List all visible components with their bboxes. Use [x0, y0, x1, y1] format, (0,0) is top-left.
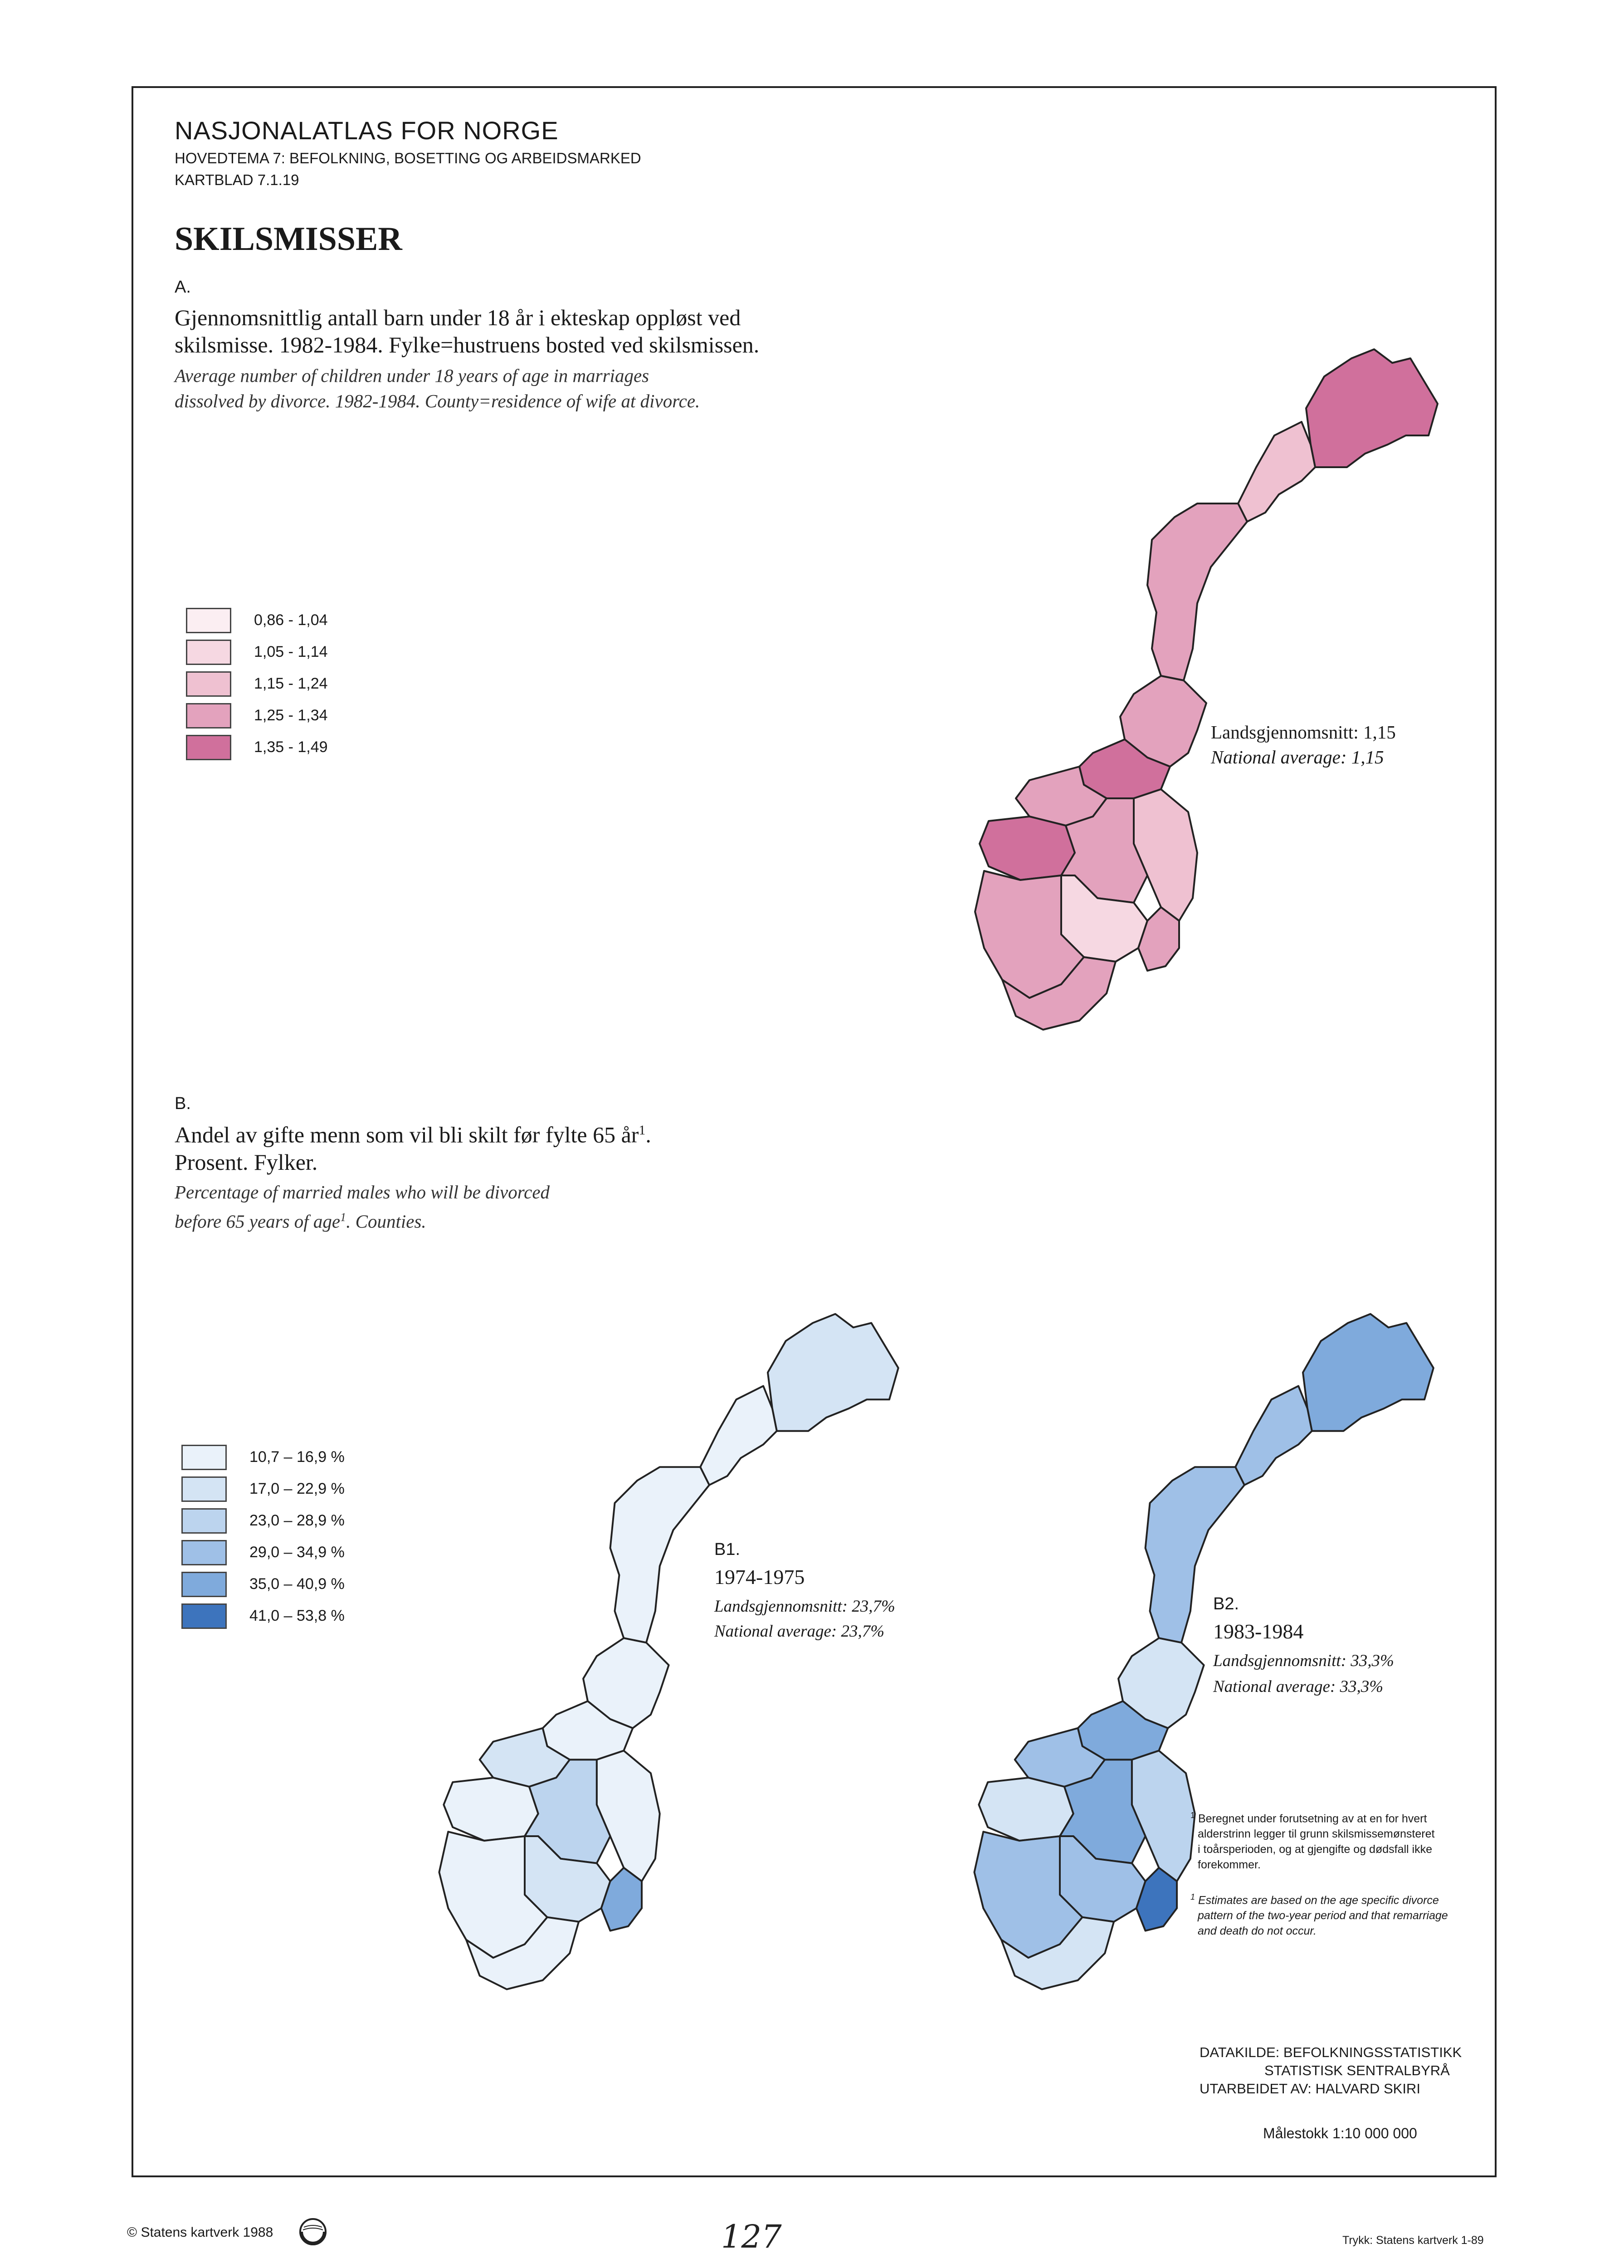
legend-a-swatch	[186, 640, 231, 665]
map-b1-average-no: Landsgjennomsnitt: 23,7%	[714, 1597, 895, 1616]
map-b2-label: B2.	[1213, 1594, 1239, 1613]
map-b2-county-sogn-fjordane	[979, 1778, 1073, 1841]
legend-a-label: 0,86 - 1,04	[254, 611, 328, 629]
legend-b-label: 23,0 – 28,9 %	[249, 1512, 345, 1529]
page-number: 127	[721, 2218, 782, 2255]
map-b2-period: 1983-1984	[1213, 1620, 1304, 1643]
section-b-description-en	[175, 1179, 550, 1234]
footnote-no	[1190, 1808, 1434, 1872]
section-b-description-no-end: .	[645, 1122, 651, 1148]
map-b2-average-no: Landsgjennomsnitt: 33,3%	[1213, 1652, 1394, 1670]
theme-line: HOVEDTEMA 7: BEFOLKNING, BOSETTING OG ARBEIDSMARKED	[175, 150, 641, 166]
page-title: SKILSMISSER	[175, 220, 402, 258]
legend-b-label: 35,0 – 40,9 %	[249, 1575, 345, 1593]
section-b-description-en-text: before 65 years of age	[175, 1211, 341, 1232]
legend-b-label: 17,0 – 22,9 %	[249, 1480, 345, 1497]
legend-a-swatch	[186, 671, 231, 697]
legend-b-label: 41,0 – 53,8 %	[249, 1607, 345, 1624]
section-a-letter: A.	[175, 278, 191, 297]
map-b1-period: 1974-1975	[714, 1565, 805, 1589]
copyright: © Statens kartverk 1988	[127, 2225, 273, 2240]
map-b2-county-hedmark	[1132, 1750, 1195, 1881]
norway-map-b1	[345, 1293, 948, 2146]
footnote-no-line: alderstrinn legger til grunn skilsmissemønsteret	[1198, 1828, 1435, 1841]
map-a-county-finnmark	[1306, 349, 1438, 467]
section-a-description-en-line: Average number of children under 18 years of age in marriages	[175, 365, 649, 386]
legend-b-swatch	[181, 1603, 227, 1629]
legend-b-swatch	[181, 1508, 227, 1534]
legend-a-label: 1,15 - 1,24	[254, 675, 328, 692]
author-credit: UTARBEIDET AV: HALVARD SKIRI	[1200, 2081, 1420, 2097]
section-b-description-en-end: . Counties.	[346, 1211, 426, 1232]
section-b-letter: B.	[175, 1094, 191, 1113]
section-a-description-no-line: Gjennomsnittlig antall barn under 18 år i ekteskap oppløst ved	[175, 305, 741, 330]
map-b1-county-finnmark	[768, 1314, 898, 1431]
map-b1-label: B1.	[714, 1540, 741, 1559]
map-b1-county-troms	[700, 1386, 777, 1485]
legend-a-label: 1,05 - 1,14	[254, 643, 328, 660]
footnote-marker: 1	[1190, 1811, 1195, 1820]
statens-kartverk-logo-icon	[295, 2214, 331, 2250]
section-b-description-en-line	[175, 1205, 550, 1234]
legend-b-swatch	[181, 1476, 227, 1502]
section-b-description-no-line	[175, 1117, 651, 1149]
map-a-county-sogn-fjordane	[980, 816, 1075, 880]
norway-map-a	[880, 331, 1487, 1184]
footnote-marker: 1	[340, 1211, 346, 1224]
legend-b-label: 29,0 – 34,9 %	[249, 1544, 345, 1561]
legend-a-label: 1,35 - 1,49	[254, 738, 328, 756]
footnote-no-line	[1190, 1808, 1434, 1826]
map-a-county-nordland	[1147, 503, 1247, 680]
map-b2-county-troms	[1235, 1386, 1312, 1485]
legend-b-swatch	[181, 1540, 227, 1565]
map-b2-county-finnmark	[1303, 1314, 1434, 1431]
atlas-title: NASJONALATLAS FOR NORGE	[175, 116, 559, 145]
section-a-description-en	[175, 363, 700, 414]
section-a-average-no: Landsgjennomsnitt: 1,15	[1211, 722, 1396, 743]
legend-a-swatch	[186, 735, 231, 760]
footnote-en-line: and death do not occur.	[1198, 1925, 1317, 1938]
footnote-no-text: Beregnet under forutsetning av at en for hvert	[1198, 1812, 1427, 1825]
section-a-description-no-line: skilsmisse. 1982-1984. Fylke=hustruens bosted ved skilsmissen.	[175, 332, 760, 357]
section-b-description-no	[175, 1117, 651, 1176]
footnote-marker: 1	[639, 1123, 646, 1138]
legend-a-swatch	[186, 703, 231, 728]
footnote-no-line: forekommer.	[1198, 1858, 1261, 1872]
footnote-en	[1190, 1889, 1448, 1939]
section-b-description-no-line: Prosent. Fylker.	[175, 1149, 318, 1175]
legend-b-label: 10,7 – 16,9 %	[249, 1448, 345, 1466]
legend-b-swatch	[181, 1572, 227, 1597]
section-a-average-en: National average: 1,15	[1211, 747, 1384, 767]
footnote-en-line: pattern of the two-year period and that remarriage	[1198, 1909, 1448, 1922]
footnote-marker: 1	[1190, 1892, 1195, 1901]
section-b-description-no-text: Andel av gifte menn som vil bli skilt før fylte 65 år	[175, 1122, 639, 1148]
footnote-en-text: Estimates are based on the age specific divorce	[1198, 1894, 1439, 1907]
section-a-description-no	[175, 304, 759, 358]
footnote-en-line	[1190, 1889, 1448, 1908]
section-b-description-en-line: Percentage of married males who will be divorced	[175, 1182, 550, 1202]
map-b2-county-nordland	[1146, 1467, 1244, 1642]
section-a-description-en-line: dissolved by divorce. 1982-1984. County=residence of wife at divorce.	[175, 391, 700, 411]
map-a-county-hedmark	[1134, 789, 1197, 921]
map-b1-county-sogn-fjordane	[444, 1778, 538, 1841]
map-scale: Målestokk 1:10 000 000	[1263, 2125, 1417, 2141]
footnote-no-line: i toårsperioden, og at gjengifte og dødsfall ikke	[1198, 1843, 1432, 1856]
map-b2-average-en: National average: 33,3%	[1213, 1677, 1384, 1696]
legend-a-label: 1,25 - 1,34	[254, 707, 328, 724]
printer-credit: Trykk: Statens kartverk 1-89	[1342, 2234, 1484, 2247]
legend-a-swatch	[186, 608, 231, 633]
map-b1-county-nordland	[610, 1467, 709, 1642]
data-source	[1200, 2043, 1462, 2098]
map-b1-county-hedmark	[597, 1750, 660, 1881]
norway-map-b2	[880, 1293, 1483, 2146]
data-source-line: STATISTISK SENTRALBYRÅ	[1264, 2063, 1450, 2078]
map-b1-average-en: National average: 23,7%	[714, 1622, 885, 1641]
map-a-county-troms	[1238, 422, 1315, 522]
sheet-number: KARTBLAD 7.1.19	[175, 171, 299, 188]
data-source-line: DATAKILDE: BEFOLKNINGSSTATISTIKK	[1200, 2044, 1462, 2060]
legend-b-swatch	[181, 1445, 227, 1470]
